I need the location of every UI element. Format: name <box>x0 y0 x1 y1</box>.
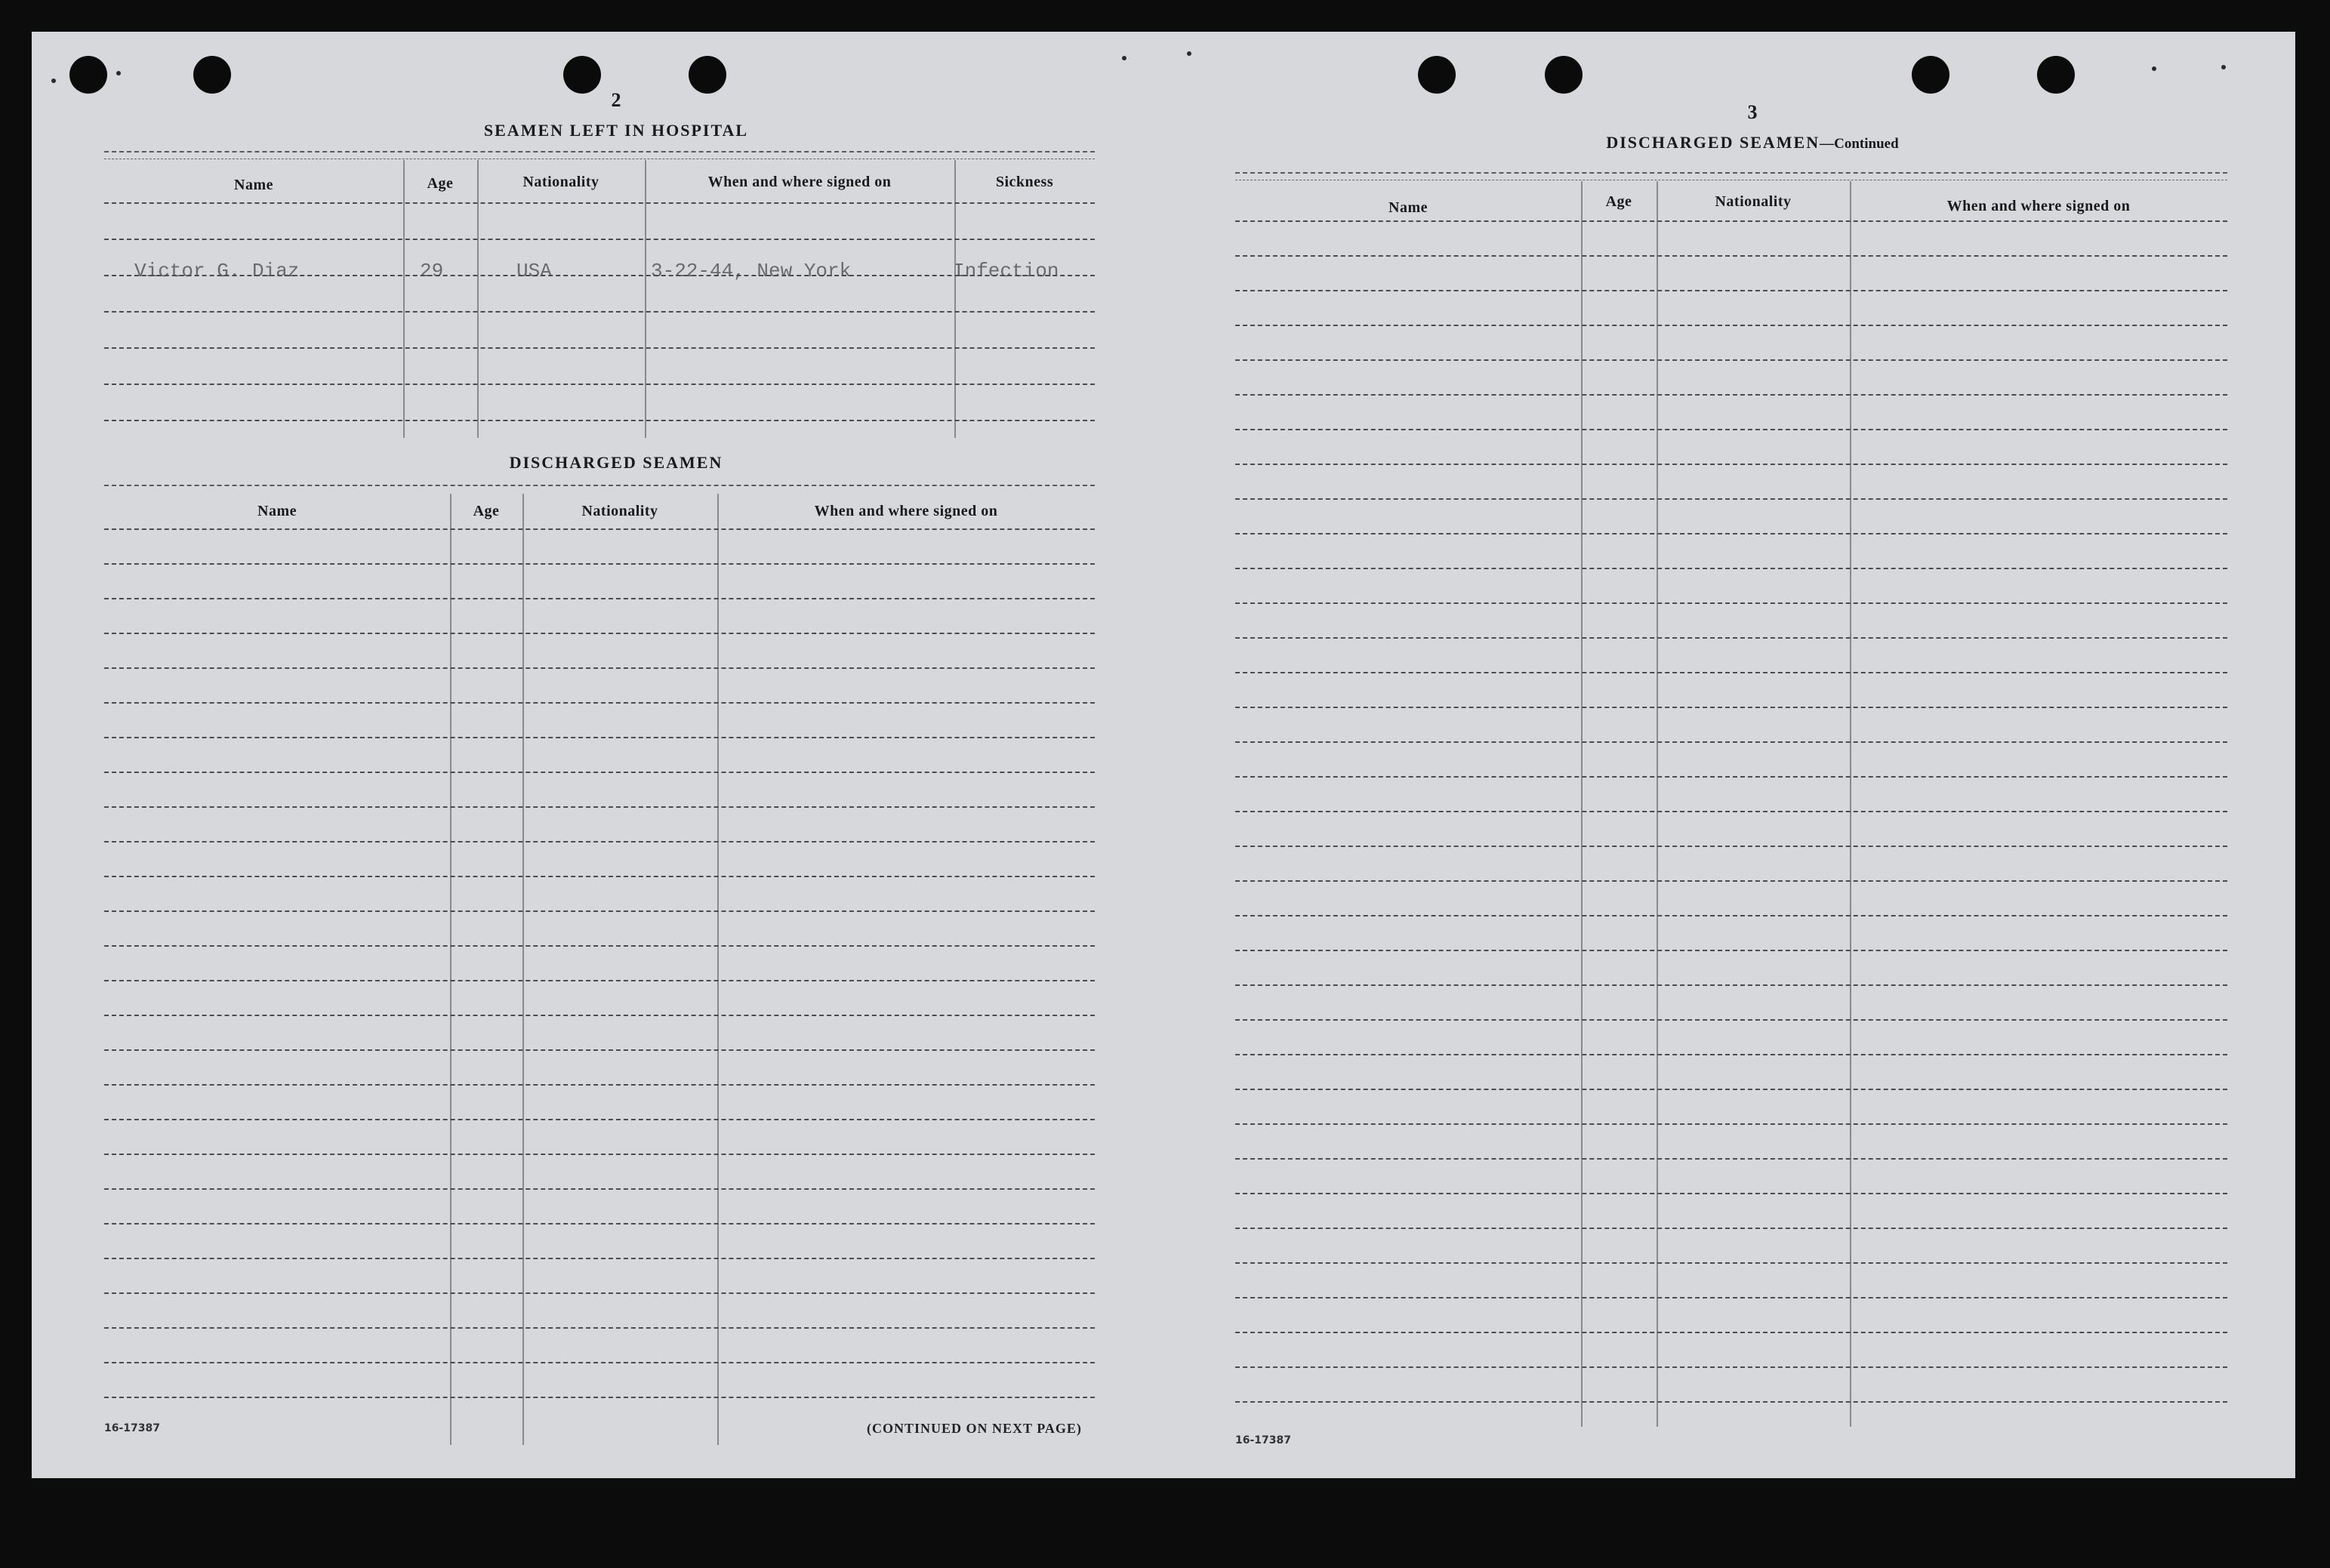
row-rule <box>1235 1262 2227 1264</box>
row-rule <box>104 202 1095 204</box>
row-rule <box>104 702 1095 704</box>
row-rule <box>104 1119 1095 1120</box>
row-rule <box>1235 637 2227 639</box>
row-rule <box>104 980 1095 981</box>
page-number: 2 <box>611 89 621 111</box>
row-rule <box>1235 1054 2227 1055</box>
row-rule <box>1235 498 2227 500</box>
row-rule <box>1235 429 2227 430</box>
row-rule <box>1235 984 2227 986</box>
row-rule <box>1235 776 2227 778</box>
row-rule <box>1235 1123 2227 1125</box>
row-rule <box>1235 394 2227 396</box>
row-rule <box>104 1362 1095 1363</box>
row-rule <box>1235 1228 2227 1229</box>
col-header-age: Age <box>1605 193 1632 210</box>
form-number: 16-17387 <box>1235 1434 1291 1446</box>
row-rule <box>104 1397 1095 1398</box>
row-rule <box>1235 1193 2227 1194</box>
row-rule <box>104 945 1095 947</box>
row-rule <box>1235 846 2227 847</box>
row-rule <box>1235 602 2227 604</box>
column-divider <box>1850 181 1851 1427</box>
title-main: DISCHARGED SEAMEN <box>1606 133 1820 152</box>
row-rule <box>1235 1401 2227 1403</box>
row-rule <box>104 311 1095 313</box>
discharged-continued-title <box>1235 133 2270 152</box>
row-rule <box>104 347 1095 349</box>
col-header-nationality: Nationality <box>1715 193 1792 210</box>
row-rule <box>1235 1089 2227 1090</box>
row-rule <box>1235 464 2227 465</box>
row-rule <box>1235 325 2227 326</box>
col-header-signed-on: When and where signed on <box>707 174 892 190</box>
column-divider <box>450 494 452 1445</box>
discharged-title: DISCHARGED SEAMEN <box>509 453 723 472</box>
row-rule <box>104 841 1095 843</box>
row-rule <box>104 1188 1095 1190</box>
binder-hole <box>69 56 107 94</box>
row-rule <box>1235 220 2227 222</box>
row-rule <box>1235 290 2227 291</box>
col-header-name: Name <box>234 177 273 193</box>
row-rule <box>104 633 1095 634</box>
row-rule <box>104 1049 1095 1051</box>
col-header-age: Age <box>427 175 454 192</box>
col-header-age: Age <box>473 503 500 519</box>
column-divider <box>522 494 524 1445</box>
entry-age: 29 <box>420 260 444 282</box>
row-rule <box>104 667 1095 669</box>
row-rule <box>104 1327 1095 1329</box>
row-rule <box>104 1015 1095 1016</box>
page-number: 3 <box>1747 101 1758 123</box>
row-rule <box>104 275 1095 276</box>
row-rule <box>1235 533 2227 534</box>
column-divider <box>717 494 719 1445</box>
row-rule <box>104 772 1095 773</box>
row-rule <box>104 910 1095 912</box>
row-rule <box>1235 568 2227 569</box>
row-rule <box>1235 741 2227 743</box>
discharged-continued-table <box>1235 172 2227 1425</box>
column-divider <box>1657 181 1658 1427</box>
continued-note: (CONTINUED ON NEXT PAGE) <box>867 1421 1082 1436</box>
column-divider <box>1581 181 1583 1427</box>
col-header-name: Name <box>1388 199 1428 216</box>
row-rule <box>104 737 1095 738</box>
row-rule <box>104 239 1095 240</box>
title-suffix: —Continued <box>1820 136 1899 152</box>
row-rule <box>104 563 1095 565</box>
row-rule <box>1235 1366 2227 1368</box>
left-page <box>104 32 1128 1478</box>
row-rule <box>104 876 1095 877</box>
row-rule <box>104 598 1095 599</box>
row-rule <box>1235 1019 2227 1021</box>
row-rule <box>1235 1332 2227 1333</box>
row-rule <box>104 1084 1095 1086</box>
document-sheet <box>32 32 2295 1478</box>
col-header-signed-on: When and where signed on <box>814 503 998 519</box>
col-header-nationality: Nationality <box>522 174 599 190</box>
row-rule <box>104 1258 1095 1259</box>
hospital-title: SEAMEN LEFT IN HOSPITAL <box>483 121 749 140</box>
col-header-sickness: Sickness <box>995 174 1054 190</box>
right-page <box>1235 32 2270 1478</box>
speck <box>1187 51 1191 56</box>
hospital-table <box>104 151 1095 436</box>
row-rule <box>1235 707 2227 708</box>
row-rule <box>1235 950 2227 951</box>
discharged-table <box>104 485 1095 1443</box>
row-rule <box>104 528 1095 530</box>
entry-name: Victor G. Diaz <box>134 260 300 282</box>
entry-signed-on: 3-22-44, New York <box>651 260 852 282</box>
row-rule <box>1235 915 2227 916</box>
row-rule <box>1235 811 2227 812</box>
entry-nationality: USA <box>516 260 552 282</box>
form-number: 16-17387 <box>104 1422 160 1434</box>
row-rule <box>1235 1297 2227 1298</box>
row-rule <box>1235 880 2227 882</box>
row-rule <box>1235 359 2227 361</box>
row-rule <box>104 1154 1095 1155</box>
row-rule <box>104 1223 1095 1225</box>
row-rule <box>1235 255 2227 257</box>
col-header-signed-on: When and where signed on <box>1946 198 2131 214</box>
row-rule <box>104 384 1095 385</box>
row-rule <box>104 806 1095 808</box>
col-header-nationality: Nationality <box>581 503 658 519</box>
entry-sickness: Infection <box>953 260 1059 282</box>
col-header-name: Name <box>257 503 297 519</box>
speck <box>51 79 56 83</box>
row-rule <box>1235 1158 2227 1160</box>
row-rule <box>104 420 1095 421</box>
row-rule <box>1235 672 2227 673</box>
row-rule <box>104 1292 1095 1294</box>
